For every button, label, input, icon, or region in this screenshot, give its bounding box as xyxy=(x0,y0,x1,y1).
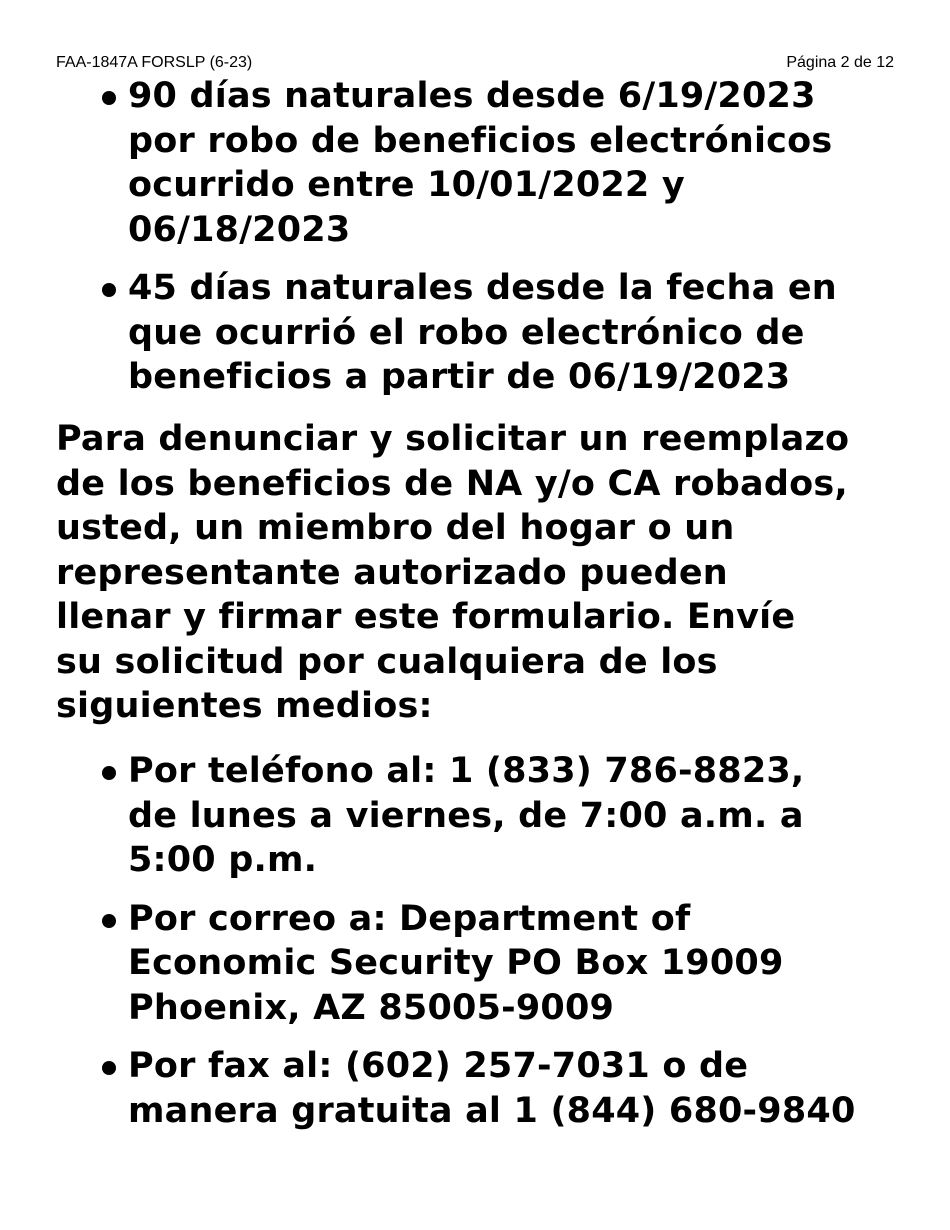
paragraph-line: siguientes medios: xyxy=(56,686,433,726)
bullet-icon xyxy=(102,1061,116,1075)
list-item xyxy=(100,74,837,252)
paragraph-line: usted, un miembro del hogar o un xyxy=(56,508,735,548)
paragraph-line: representante autorizado pueden xyxy=(56,552,728,593)
deadline-list xyxy=(100,74,837,414)
list-item-line: Phoenix, AZ 85005-9009 xyxy=(128,987,615,1028)
list-item-line: 45 días naturales desde la fecha en xyxy=(128,268,837,308)
list-item-line: que ocurrió el robo electrónico de xyxy=(128,312,805,353)
bullet-icon xyxy=(102,283,116,297)
instructions-paragraph xyxy=(56,417,849,729)
list-item-fax xyxy=(100,1044,856,1133)
list-item-mail xyxy=(100,897,856,1031)
form-id: FAA-1847A FORSLP (6-23) xyxy=(56,54,253,71)
bullet-icon xyxy=(102,766,116,780)
list-item-line: por robo de beneficios electrónicos xyxy=(128,120,833,161)
list-item-line: Por teléfono al: 1 (833) 786-8823, xyxy=(128,751,805,791)
submission-methods-list xyxy=(100,749,856,1147)
bullet-icon xyxy=(102,91,116,105)
bullet-icon xyxy=(102,914,116,928)
list-item-line: Por fax al: (602) 257-7031 o de xyxy=(128,1046,749,1086)
list-item-line: manera gratuita al 1 (844) 680-9840 xyxy=(128,1090,856,1131)
list-item-line: beneficios a partir de 06/19/2023 xyxy=(128,357,791,397)
list-item-line: Por correo a: Department of xyxy=(128,898,691,939)
paragraph-line: llenar y firmar este formulario. Envíe xyxy=(56,597,796,637)
list-item-phone xyxy=(100,749,856,883)
list-item-line: de lunes a viernes, de 7:00 a.m. a xyxy=(128,795,804,836)
list-item-line: Economic Security PO Box 19009 xyxy=(128,943,784,983)
paragraph-line: de los beneficios de NA y/o CA robados, xyxy=(56,463,848,504)
paragraph-line: su solicitud por cualquiera de los xyxy=(56,641,718,682)
list-item-line: 5:00 p.m. xyxy=(128,840,318,880)
list-item-line: ocurrido entre 10/01/2022 y xyxy=(128,165,685,205)
list-item xyxy=(100,266,837,400)
list-item-line: 90 días naturales desde 6/19/2023 xyxy=(128,76,816,116)
page-number: Página 2 de 12 xyxy=(786,54,894,71)
page-header xyxy=(56,52,894,74)
list-item-line: 06/18/2023 xyxy=(128,209,351,250)
paragraph-line: Para denunciar y solicitar un reemplazo xyxy=(56,419,850,459)
